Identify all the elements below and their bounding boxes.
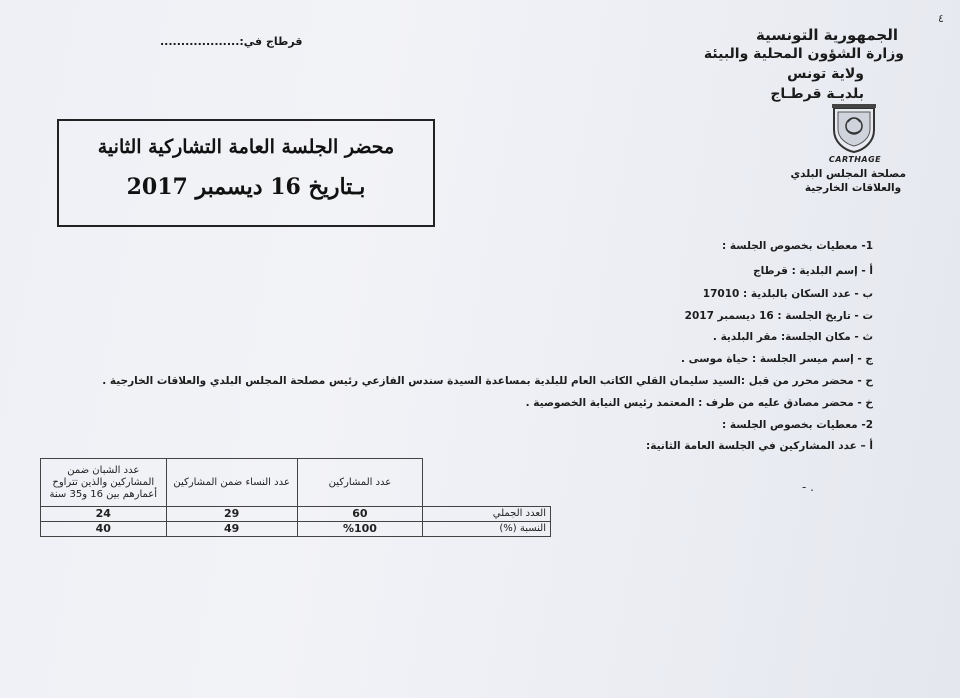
item-approved-by: خ - محضر مصادق عليه من طرف : المعتمد رئيس النيابة الخصوصية . bbox=[525, 397, 873, 409]
item-facilitator: ج - إسم ميسر الجلسة : حياة موسى . bbox=[681, 353, 873, 365]
document-date-title: بـتاريخ 16 ديسمبر 2017 bbox=[126, 174, 366, 200]
item-session-place: ث - مكان الجلسة: مقر البلدية . bbox=[712, 331, 873, 343]
republic-name: الجمهورية التونسية bbox=[756, 26, 898, 44]
date-place-line: قرطاج في:................... bbox=[160, 35, 303, 48]
table-cell-total-women: 29 bbox=[166, 507, 297, 522]
margin-dash-mark: - . bbox=[802, 480, 814, 494]
item-session-date: ت - تاريخ الجلسة : 16 ديسمبر 2017 bbox=[684, 310, 873, 322]
municipality-logo bbox=[828, 104, 880, 154]
item-participants-count: أ – عدد المشاركين في الجلسة العامة الثانية: bbox=[646, 440, 873, 452]
item-municipality-name: أ - إسم البلدية : قرطاج bbox=[753, 265, 873, 277]
table-cell-total-participants: 60 bbox=[297, 507, 423, 522]
table-row-label-percentage: النسبة (%) bbox=[423, 522, 551, 537]
logo-caption: CARTHAGE bbox=[828, 155, 882, 164]
municipality-name: بلديـة قرطـاج bbox=[770, 86, 864, 102]
section-1-heading: 1- معطيات بخصوص الجلسة : bbox=[722, 240, 873, 252]
table-corner-cell bbox=[423, 459, 551, 507]
table-cell-total-youth: 24 bbox=[41, 507, 167, 522]
table-cell-percent-participants: %100 bbox=[297, 522, 423, 537]
table-header-women: عدد النساء ضمن المشاركين bbox=[166, 459, 297, 507]
participants-table bbox=[40, 458, 551, 537]
table-row bbox=[41, 507, 551, 522]
table-cell-percent-women: 49 bbox=[166, 522, 297, 537]
governorate-name: ولاية تونس bbox=[787, 66, 864, 82]
item-drafted-by: ح - محضر محرر من قبل :السيد سليمان القلي الكاتب العام للبلدية بمساعدة السيدة سندس الفازعي رئيس مصلحة المجلس البلدي والعلاقات الخارجية . bbox=[102, 375, 873, 387]
department-line-2: والعلاقات الخارجية bbox=[804, 182, 902, 194]
table-row-label-total: العدد الجملي bbox=[423, 507, 551, 522]
item-population: ب - عدد السكان بالبلدية : 17010 bbox=[702, 288, 873, 300]
table-header-participants: عدد المشاركين bbox=[297, 459, 423, 507]
table-header-row bbox=[41, 459, 551, 507]
table-row bbox=[41, 522, 551, 537]
section-2-heading: 2- معطيات بخصوص الجلسة : bbox=[722, 419, 873, 431]
margin-mark: ٤ bbox=[938, 12, 944, 25]
table-cell-percent-youth: 40 bbox=[41, 522, 167, 537]
department-line-1: مصلحة المجلس البلدي bbox=[790, 168, 906, 180]
table-header-youth: عدد الشبان ضمن المشاركين والذين تتراوح أعمارهم بين 16 و35 سنة bbox=[41, 459, 167, 507]
ministry-name: وزارة الشؤون المحلية والبيئة bbox=[703, 46, 904, 62]
document-title: محضر الجلسة العامة التشاركية الثانية bbox=[97, 136, 395, 158]
